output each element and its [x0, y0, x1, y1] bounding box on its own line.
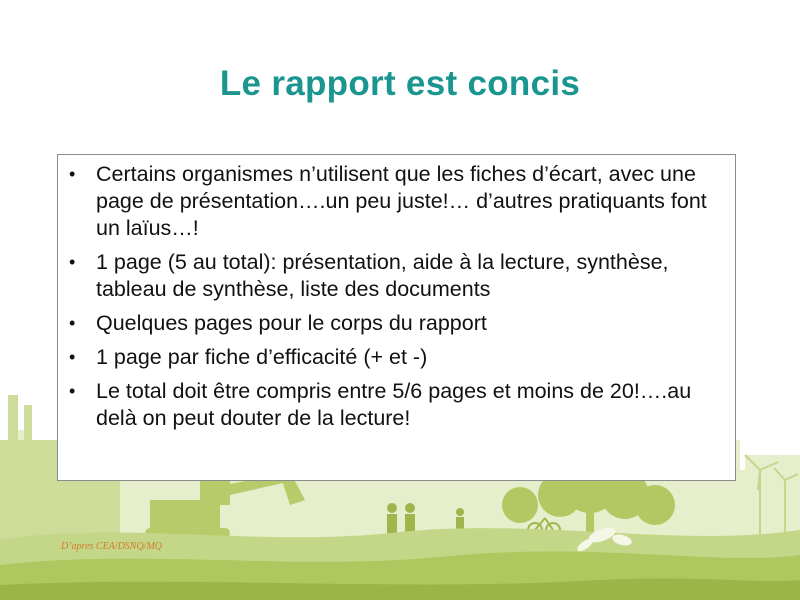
bullet-list	[67, 161, 729, 439]
bullet-icon: •	[69, 347, 76, 367]
bullet-item	[67, 378, 729, 432]
content-box	[57, 154, 736, 481]
bullet-text: 1 page (5 au total): présentation, aide à la lecture, synthèse, tableau de synthèse, liste des documents	[96, 250, 669, 301]
bullet-icon: •	[69, 381, 76, 401]
bullet-item	[67, 161, 729, 242]
bullet-text: Certains organismes n’utilisent que les fiches d’écart, avec une page de présentation….un peu juste!… d’autres pratiquants font un laïus…!	[96, 162, 707, 240]
bullet-icon: •	[69, 164, 76, 184]
bullet-icon: •	[69, 313, 76, 333]
bullet-item	[67, 310, 729, 337]
bullet-text: Le total doit être compris entre 5/6 pages et moins de 20!….au delà on peut douter de la lecture!	[96, 379, 692, 430]
bullet-item	[67, 344, 729, 371]
slide-title: Le rapport est concis	[219, 64, 581, 103]
bullet-text: Quelques pages pour le corps du rapport	[96, 311, 487, 335]
bullet-item	[67, 249, 729, 303]
bullet-icon: •	[69, 252, 76, 272]
bullet-text: 1 page par fiche d’efficacité (+ et -)	[96, 345, 428, 369]
source-credit: D’apres CEA/DSNQ/MQ	[61, 541, 163, 552]
